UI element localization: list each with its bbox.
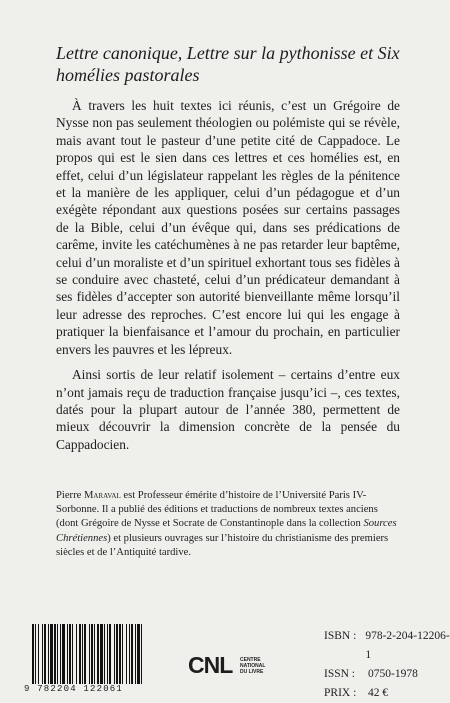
author-bio-text-2: ) et plusieurs ouvrages sur l’histoire du christianisme des premiers siècles et de l’Antiquité tardive. [56, 532, 389, 558]
barcode-digits: 9 782204 122061 [24, 684, 124, 694]
cnl-caption-line: NATIONAL [240, 663, 266, 669]
barcode-icon [28, 624, 158, 684]
price-label: PRIX : [324, 687, 357, 699]
issn-value: 0750-1978 [368, 668, 418, 680]
price-value: 42 € [368, 687, 389, 699]
cnl-caption-line: CENTRE [240, 657, 261, 663]
cnl-mark: CNL [188, 652, 233, 678]
author-bio [56, 489, 400, 560]
isbn-value: 978-2-204-12206-1 [365, 630, 450, 661]
author-bio-text-1: est Professeur émérite d’histoire de l’Université Paris IV-Sorbonne. Il a publié des éditions et traductions de nombreux textes anciens (dont Grégoire de Nysse et Socrate de Constantinople dans la collection [56, 490, 378, 530]
book-title: Lettre canonique, Lettre sur la pythonisse et Six homélies pastorales [56, 43, 400, 85]
price-row [324, 684, 450, 703]
cnl-caption-line: DU LIVRE [240, 669, 264, 675]
author-last-name: Maraval [83, 490, 121, 501]
collection-name: Sources Chrétiennes [56, 518, 397, 544]
issn-row [324, 665, 450, 684]
isbn-row [324, 627, 450, 665]
isbn-label: ISBN : [324, 630, 357, 642]
summary-paragraph-1: À travers les huit textes ici réunis, c’est un Grégoire de Nysse non pas seulement théologien ou polémiste qui se révèle, mais avant tout le pasteur d’une petite cité de Cappadoce. Le propos qui est le sien dans ces lettres et ces homélies est, en effet, celui d’un législateur rappelant les règles de la pénitence et la manière de les appliquer, celui d’un pédagogue et d’un exégète répondant aux questions posées sur certains passages de la Bible, celui d’un évêque qui, dans ses prédications de carême, invite les catéchumènes à ne pas retarder leur baptême, celui d’un moraliste et d’un spirituel exhortant tous ses fidèles à se conduire avec chasteté, celui d’un prédicateur demandant à ses fidèles d’accepter son autorité bienveillante même lorsqu’il leur adresse des reproches. C’est encore lui qui les engage à pratiquer la bienfaisance et l’amour du prochain, en particulier envers les pauvres et les lépreux. [56, 98, 400, 357]
back-cover-summary [56, 97, 400, 461]
author-first-name: Pierre [56, 490, 82, 501]
publication-info [324, 627, 450, 703]
cnl-caption [240, 657, 286, 675]
summary-paragraph-2: Ainsi sortis de leur relatif isolement – certains d’entre eux n’ont jamais reçu de traduction française jusqu’ici –, ces textes, datés pour la plupart autour de l’année 380, permettent de mieux découvrir la dimension concrète de la pensée du Cappadocien. [56, 367, 400, 452]
issn-label: ISSN : [324, 668, 355, 680]
cnl-logo [188, 652, 288, 682]
